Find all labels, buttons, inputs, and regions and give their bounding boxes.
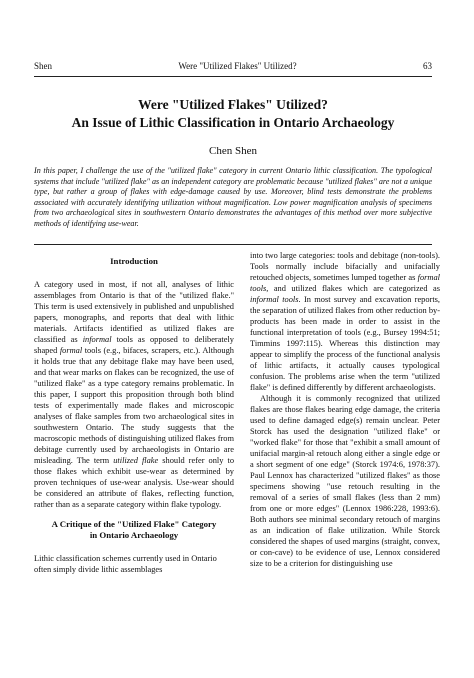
- right-em-informal-tools: informal tools: [250, 295, 299, 304]
- critique-heading-line-1: A Critique of the "Utilized Flake" Category: [51, 519, 217, 529]
- right-column: [250, 250, 440, 569]
- intro-em-informal: informal: [82, 335, 112, 344]
- critique-heading-line-2: in Ontario Archaeology: [89, 530, 179, 540]
- critique-paragraph: Lithic classification schemes currently used in Ontario often simply divide lithic assemblages: [34, 554, 217, 574]
- running-head-title: Were "Utilized Flakes" Utilized?: [178, 61, 297, 71]
- page-number: 63: [423, 61, 432, 71]
- intro-text-2: tools as opposed to deliberately shaped: [34, 335, 234, 355]
- intro-text-1: A category used in most, if not all, analyses of lithic assemblages from Ontario is that of the "utilized flake." This term is used extensively in published and unpublished papers, monographs, and reports that deal with lithic materials. Artifacts identified as utilized flakes are classified as: [34, 280, 234, 344]
- right-text-2: , and utilized flakes which are categorized as: [266, 284, 440, 293]
- intro-text-4: should refer only to those flakes which exhibit use-wear as determined by proven techniques of use-wear analysis. Use-wear should be considered an attribute of flakes, reflecting function, rather than as a separate category within flake typology.: [34, 456, 235, 509]
- right-text-1: into two large categories: tools and debitage (non-tools). Tools normally include bifacially and unifacially retouched objects, sometimes lumped together as: [250, 251, 440, 282]
- intro-em-utilized-flake: utilized flake: [113, 456, 159, 465]
- header-rule: [34, 76, 432, 77]
- title-line-1: Were "Utilized Flakes" Utilized?: [138, 97, 328, 112]
- intro-em-formal: formal: [59, 346, 83, 355]
- section-heading-critique: [34, 519, 234, 541]
- running-head-author: Shen: [34, 61, 52, 71]
- paper-title: [34, 96, 432, 132]
- running-head: [34, 61, 432, 71]
- right-text-3: . In most survey and excavation reports, the separation of utilized flakes from other reduction by-products has been made in order to assist in the functional interpretation of tools (e.g., Bursey 1994:51; Timmins 1997:115). Whereas this distinction may appear to simplify the process of the functional analysis of lithic artifacts, it actually causes typological confusion. The problems arise when the term "utilized flake" is defined differently by different archaeologists.: [250, 295, 441, 392]
- section-heading-introduction: Introduction: [110, 256, 158, 266]
- abstract-rule: [34, 244, 432, 245]
- right-paragraph-1: [250, 250, 440, 393]
- right-em-formal-tools: formal tools: [250, 273, 440, 293]
- paper-author: Chen Shen: [209, 145, 257, 157]
- left-column: [34, 250, 234, 575]
- abstract: In this paper, I challenge the use of the "utilized flake" category in current Ontario lithic classification. The typological systems that include "utilized flake" as an independent category are problematic because "utilized flakes" are not a unique type, but rather a group of flakes with edge-damage caused by use. Moreover, blind tests demonstrate the problems associated with accurately identifying utilization without magnification. Low power magnification analysis of specimens from two archaeological sites in southwestern Ontario demonstrates the advantages of this method over more subjective methods of identifying use-wear.: [34, 166, 432, 228]
- intro-text-3: tools (e.g., bifaces, scrapers, etc.). Although it holds true that any debitage flake may have been used, and that wear marks on flakes can be recognized, the use of "utilized flake" as a type category remains problematic. In this paper, I support this proposition through both blind tests of experimentally made flakes and microscopic analyses of flake samples from two archaeological sites in southwestern Ontario. The study suggests that the macroscopic methods of distinguishing utilized flakes from debitage currently used by archaeologists in Ontario are misleading. The term: [34, 346, 234, 465]
- right-paragraph-2: Although it is commonly recognized that utilized flakes are those flakes bearing edge damage, the criteria used to define damaged edge(s) remain unclear. Peter Storck has used the designation "utilized flake" or "worked flake" for those that "exhibit a small amount of unifacial margin-al retouch along either a single edge or a short segment of one edge" (Storck 1974:6, 1978:37). Paul Lennox has characterized "utilized flakes" as those specimens showing "use retouch resulting in the removal of a series of small flakes (less than 2 mm) from one or more edges" (Lennox 1986:228, 1993:6). Both authors see minimal secondary retouch of margins as an indication of flake utilization. While Storck considered the shapes of used margins (straight, convex, or con-cave) to be evidence of use, Lennox considered size to be a criterion for distinguishing use: [250, 394, 440, 568]
- title-line-2: An Issue of Lithic Classification in Ontario Archaeology: [71, 115, 395, 130]
- intro-paragraph: [34, 279, 234, 510]
